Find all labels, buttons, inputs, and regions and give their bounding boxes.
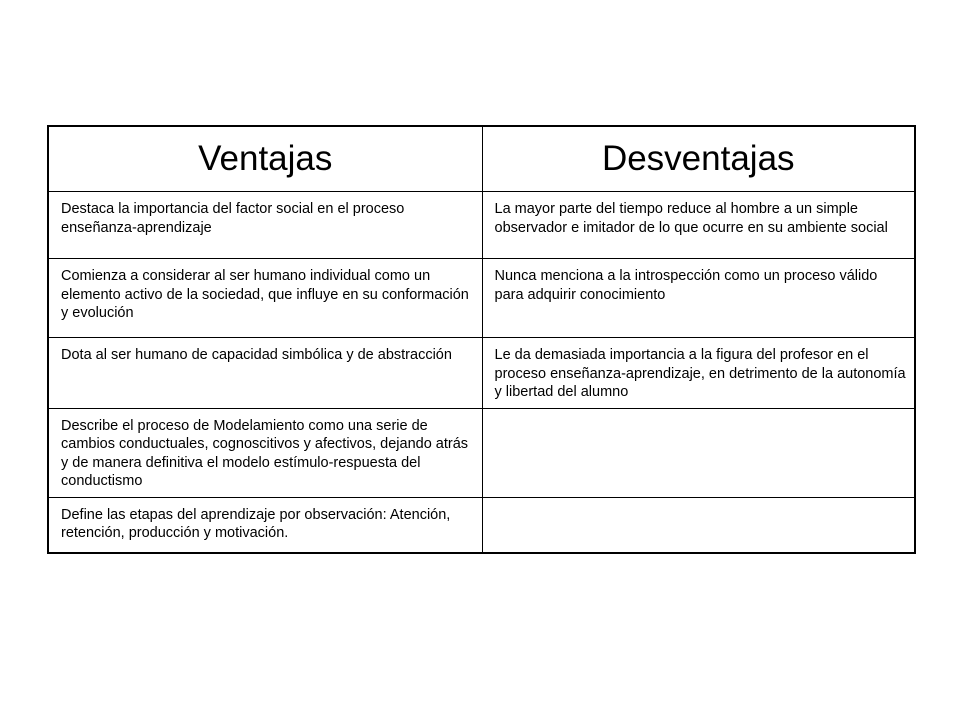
table-row bbox=[48, 259, 915, 338]
header-ventajas: Ventajas bbox=[48, 126, 482, 192]
header-desventajas: Desventajas bbox=[482, 126, 915, 192]
table-row bbox=[48, 192, 915, 259]
ventaja-cell: Comienza a considerar al ser humano individual como un elemento activo de la sociedad, que influye en su conformación y evolución bbox=[48, 259, 482, 338]
ventaja-cell: Define las etapas del aprendizaje por observación: Atención, retención, producción y motivación. bbox=[48, 497, 482, 553]
ventaja-cell: Dota al ser humano de capacidad simbólica y de abstracción bbox=[48, 338, 482, 409]
comparison-table bbox=[47, 125, 916, 554]
ventaja-cell: Describe el proceso de Modelamiento como una serie de cambios conductuales, cognoscitivos y afectivos, dejando atrás y de manera definitiva el modelo estímulo-respuesta del conductismo bbox=[48, 408, 482, 497]
table-row bbox=[48, 497, 915, 553]
desventaja-cell bbox=[482, 497, 915, 553]
desventaja-cell: La mayor parte del tiempo reduce al hombre a un simple observador e imitador de lo que ocurre en su ambiente social bbox=[482, 192, 915, 259]
header-row bbox=[48, 126, 915, 192]
desventaja-cell bbox=[482, 408, 915, 497]
desventaja-cell: Nunca menciona a la introspección como un proceso válido para adquirir conocimiento bbox=[482, 259, 915, 338]
table-row bbox=[48, 338, 915, 409]
table-row bbox=[48, 408, 915, 497]
ventaja-cell: Destaca la importancia del factor social en el proceso enseñanza-aprendizaje bbox=[48, 192, 482, 259]
desventaja-cell: Le da demasiada importancia a la figura del profesor en el proceso enseñanza-aprendizaje, en detrimento de la autonomía y libertad del alumno bbox=[482, 338, 915, 409]
